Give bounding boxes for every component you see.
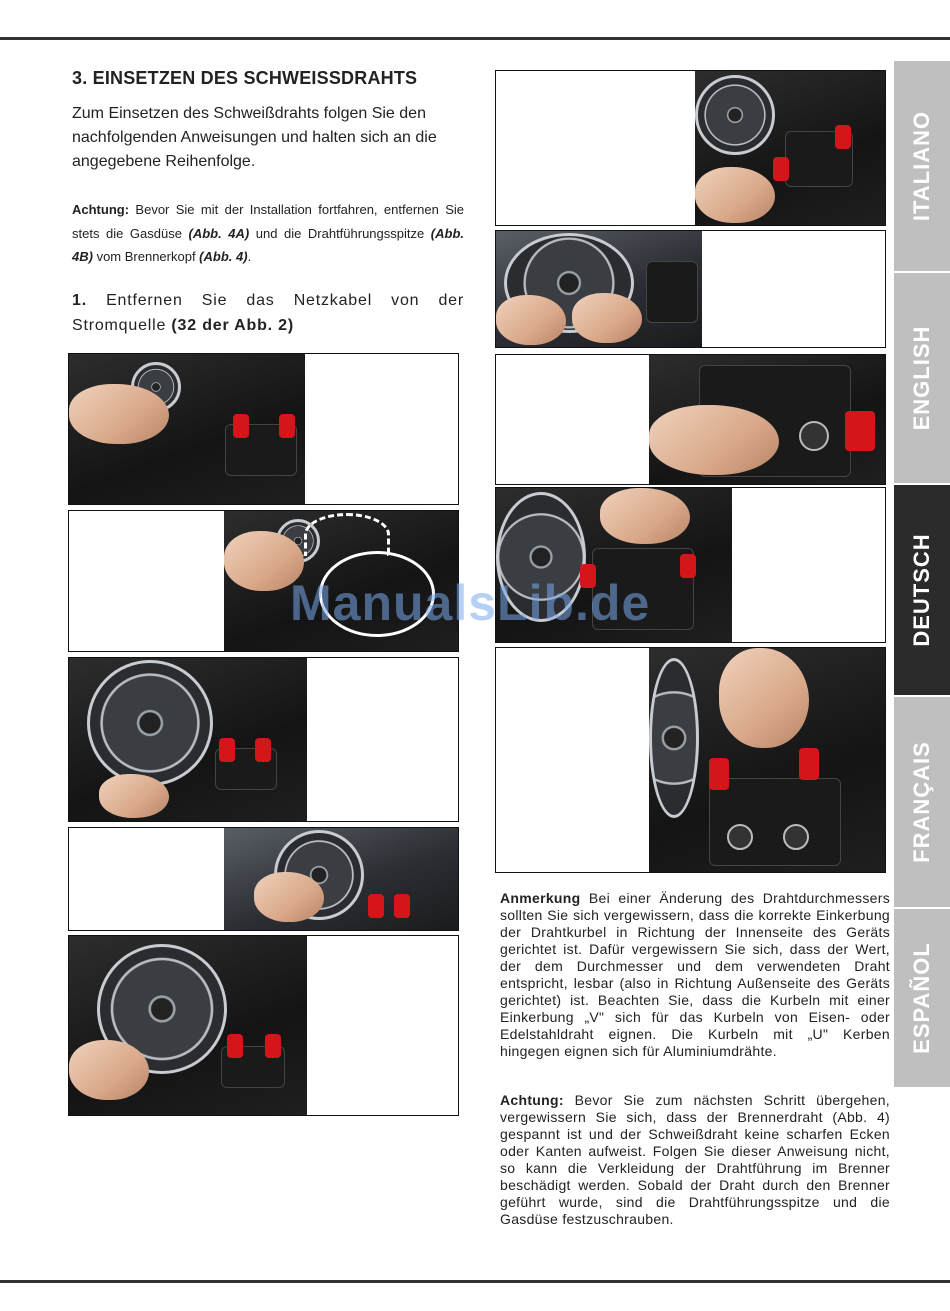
red-knob <box>255 738 271 762</box>
tab-label: ITALIANO <box>909 110 934 222</box>
tab-label: ENGLISH <box>909 325 934 431</box>
red-knob <box>233 414 249 438</box>
drive-roller <box>727 824 753 850</box>
hand-image <box>69 1040 149 1100</box>
drive-roller <box>799 421 829 451</box>
warning-text-a: Bevor Sie mit der Installation fortfahren, entfernen Sie stets die Gasdüse <box>72 202 464 241</box>
section-title: 3. EINSETZEN DES SCHWEISSDRAHTS <box>72 68 418 88</box>
tab-deutsch[interactable] <box>894 485 950 697</box>
step-1 <box>72 288 464 338</box>
drive-roller <box>783 824 809 850</box>
warning-ref-c: (Abb. 4) <box>199 249 248 264</box>
tab-label: FRANÇAIS <box>909 741 934 863</box>
hand-image <box>496 295 566 345</box>
wire-feeder <box>646 261 698 323</box>
wire-spool <box>695 75 775 155</box>
warning-text-d: . <box>247 249 252 264</box>
dashed-arrow <box>304 513 390 556</box>
photo-image <box>649 355 885 484</box>
photo-image <box>69 936 307 1115</box>
red-knob <box>394 894 410 918</box>
language-tabs <box>894 61 950 1089</box>
tab-francais[interactable] <box>894 697 950 909</box>
warning-label: Achtung: <box>72 202 130 217</box>
photo-left-3 <box>68 657 459 822</box>
red-knob <box>368 894 384 918</box>
warning2-label: Achtung: <box>500 1092 564 1108</box>
red-knob <box>845 411 875 451</box>
note-paragraph <box>500 890 890 1060</box>
hand-image <box>99 774 169 818</box>
note-text: Bei einer Änderung des Drahtdurchmessers sollten Sie sich vergewissern, dass die korrekte Einkerbung der Drahtkurbel in Richtung der Innenseite des Geräts gerichtet ist. Dafür vergewissern Sie sich, dass der Wert, der dem Durchmesser und dem verwendeten Draht entspricht, lesbar (also in Richtung Außenseite des Geräts gerichtet) ist. Beachten Sie, dass die Kurbeln mit einer Einkerbung „V" sich für das Kurbeln von Eisen- oder Edelstahldraht eignen. Die Kurbeln mit „U" Kerben hingegen eignen sich für Aluminiumdrähte. <box>500 890 890 1059</box>
photo-right-3 <box>495 354 886 485</box>
red-knob <box>709 758 729 790</box>
hand-image <box>719 648 809 748</box>
red-knob <box>835 125 851 149</box>
photo-left-4 <box>68 827 459 931</box>
watermark: ManualsLib.de <box>290 575 651 631</box>
photo-right-2 <box>495 230 886 348</box>
bottom-rule <box>0 1280 950 1283</box>
photo-right-1 <box>495 70 886 226</box>
warning2-text: Bevor Sie zum nächsten Schritt übergehen, vergewissern Sie sich, dass der Brennerdraht (Abb. 4) gespannt ist und der Schweißdraht keine scharfen Ecken oder Kanten aufweist. Folgen Sie dieser Anweisung nicht, so kann die Verkleidung der Drahtführung im Brenner beschädigt werden. Sobald der Draht durch den Brenner geführt wurde, sind die Drahtführungsspitze und die Gasdüse festzuschrauben. <box>500 1092 890 1227</box>
installation-warning <box>72 198 464 269</box>
hand-image <box>69 384 169 444</box>
hand-image <box>254 872 324 922</box>
photo-image <box>69 658 307 821</box>
warning-text-b: und die Drahtführungsspitze <box>249 225 431 241</box>
wire-feeder <box>709 778 841 866</box>
tab-label: DEUTSCH <box>909 533 934 647</box>
hand-image <box>695 167 775 223</box>
tab-label: ESPAÑOL <box>909 942 934 1054</box>
photo-left-1 <box>68 353 459 505</box>
red-knob <box>265 1034 281 1058</box>
warning-paragraph <box>500 1092 890 1228</box>
warning-text-c: vom Brennerkopf <box>92 249 200 264</box>
warning-ref-a: (Abb. 4A) <box>188 225 250 241</box>
photo-right-5 <box>495 647 886 873</box>
hand-image <box>649 405 779 475</box>
photo-image <box>224 828 458 930</box>
photo-image <box>496 231 702 347</box>
tab-espanol[interactable] <box>894 909 950 1089</box>
tab-english[interactable] <box>894 273 950 485</box>
step-text: Entfernen Sie das Netzkabel von der Stromquelle <box>72 292 464 334</box>
wire-spool <box>649 658 699 818</box>
warning-ref-b: (Abb. 4B) <box>72 225 464 264</box>
section-intro: Zum Einsetzen des Schweißdrahts folgen Sie den nachfolgenden Anweisungen und halten sich an die angegebene Reihenfolge. <box>72 105 437 170</box>
wire-spool <box>87 660 213 786</box>
top-rule <box>0 37 950 40</box>
hand-image <box>572 293 642 343</box>
red-knob <box>279 414 295 438</box>
photo-image <box>649 648 885 872</box>
red-knob <box>219 738 235 762</box>
red-knob <box>227 1034 243 1058</box>
step-number: 1. <box>72 292 87 309</box>
red-knob <box>773 157 789 181</box>
hand-image <box>600 488 690 544</box>
red-knob <box>680 554 696 578</box>
photo-left-5 <box>68 935 459 1116</box>
photo-image <box>69 354 305 504</box>
photo-image <box>695 71 885 225</box>
note-label: Anmerkung <box>500 890 581 906</box>
tab-italiano[interactable] <box>894 61 950 273</box>
red-knob <box>799 748 819 780</box>
step-ref: (32 der Abb. 2) <box>171 317 294 334</box>
